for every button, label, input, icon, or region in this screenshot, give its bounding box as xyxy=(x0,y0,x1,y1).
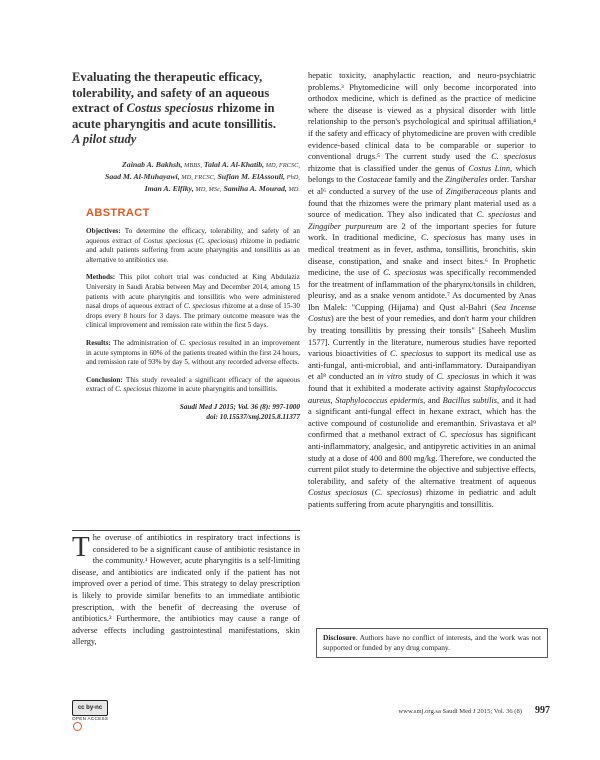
species-name: C. speciosus xyxy=(476,210,521,220)
citation-journal: Saudi Med J 2015; Vol. 36 (8): 997-1000 xyxy=(179,402,300,411)
section-divider xyxy=(72,530,300,531)
body-text: plants and found that the rhizomes were the primary plant material used as a source of medication. They also indicated that xyxy=(308,186,536,220)
body-text-right xyxy=(308,70,536,511)
page-number: 997 xyxy=(535,705,550,716)
author-name: Iman A. Elfiky, xyxy=(144,184,194,193)
title-line: Evaluating the therapeutic efficacy, xyxy=(72,70,263,84)
body-text: ) are the best of your remedies, and don't harm your children by treating tonsillitis by pressing their tonsils" [Saheeh Muslim 1577]. Currently in the literature, numerous studies have reported various bioactivities of xyxy=(308,314,536,359)
body-text: rhizome that is classified under the genus of xyxy=(308,163,469,173)
abstract-methods xyxy=(86,273,300,331)
body-text: ( xyxy=(367,488,375,498)
body-text: family and the xyxy=(392,175,446,185)
abstract-conclusion xyxy=(86,376,300,395)
author-credentials: MD, FRCSC, xyxy=(264,162,300,169)
section-label: Methods: xyxy=(86,273,116,282)
body-text: to support its medical use as anti-fungal, anti-microbial, and anti-inflammatory. Duraipandiyan et al⁸ conducted an xyxy=(308,349,536,382)
cc-license-badge[interactable]: cc by-nc xyxy=(72,700,108,716)
article-subtitle: A pilot study xyxy=(72,132,137,146)
species-name: Costaceae xyxy=(357,175,393,185)
author-credentials: MD, FRCSC, xyxy=(179,174,216,181)
author-credentials: MBBS, xyxy=(182,162,202,169)
author-name: Zainab A. Bakhsh, xyxy=(122,160,183,169)
body-text: and xyxy=(520,210,537,220)
species-name: C. speciosus xyxy=(374,488,419,498)
title-species: Costus speciosus xyxy=(126,101,214,115)
drop-cap: T xyxy=(72,531,90,563)
abstract-text: To determine the efficacy, tolerability, and safety of an aqueous extract of xyxy=(86,227,300,245)
right-column xyxy=(308,70,536,511)
body-text: are 2 of the important species for future work. In traditional medicine, xyxy=(308,221,536,243)
section-label: Results: xyxy=(86,338,111,347)
body-text: has many uses in medical treatment as in fever, asthma, tonsillitis, bronchitis, skin disease, constipation, and snake and insect bites.⁶ In Prophetic medicine, the use of xyxy=(308,233,536,278)
abstract-text: resulted in an improvement in acute symptoms in 60% of the patients treated within the first 24 hours, and remission rate of 93% by day 5, without any recorded adverse effects. xyxy=(86,338,301,367)
species-name: C. speciosus xyxy=(436,372,480,382)
abstract-text: The administration of xyxy=(110,338,180,347)
species-name: Staphylococcus aureus, Staphylococcus epidermis xyxy=(308,384,536,405)
abstract-text: This pilot cohort trial was conducted at King Abdulaziz University in Saudi Arabia between May and December 2014, among 15 patients with acute pharyngitis and tonsillitis who were administered nasal drops of aqueous extract of xyxy=(86,273,300,311)
body-paragraph: he overuse of antibiotics in respiratory tract infections is considered to be a significant cause of antibiotic resistance in the community.¹ However, acute pharyngitis is a self-limiting disease, and antibiotics are indicated only if the patient has not improved over a period of time. This strategy to delay prescription is likely to provide similar benefits to an immediate antibiotic prescription, with the benefit of decreasing the overuse of antibiotics.² Furthermore, the antibiotics may cause a range of adverse effects including gastrointestinal manifestations, skin allergy, xyxy=(72,533,300,647)
abstract-results xyxy=(86,339,300,368)
species-name: C. speciosus xyxy=(179,338,217,347)
species-name: C. speciosus xyxy=(390,349,433,359)
abstract-text: This study revealed a significant efficacy of the aqueous extract of xyxy=(86,375,300,394)
author-credentials: PhD, xyxy=(285,174,300,181)
species-name: Zingiberaceous xyxy=(445,186,498,196)
body-text: hepatic toxicity, anaphylactic reaction, and neuro-psychiatric problems.³ Phytomedicine will only become incorporated into orthodox medicine, which is defined as the practice of medicine where the disease is viewed as a physical disorder with little relationship to the person's psychological and spiritual affiliation,⁴ if the safety and efficacy of phytomedicine are proven with credible evidence-based clinical data to be comparable or superior to conventional drugs.⁵ The current study used the xyxy=(308,71,536,162)
section-label: Conclusion: xyxy=(86,375,123,384)
left-column xyxy=(72,70,300,430)
author-credentials: MD. xyxy=(286,186,300,193)
body-text: has significant anti-inflammatory, analgesic, and antipyretic activities in an animal study at a dose of 400 and 800 mg/kg. Therefore, we conducted the current pilot study to determine the objective and subjective effects, tolerability, and safety of the alternative treatment of aqueous xyxy=(308,430,536,486)
doi-link[interactable]: doi: 10.15537/smj.2015.8.11377 xyxy=(206,412,300,421)
title-line: extract of xyxy=(72,101,127,115)
title-line: rhizome in xyxy=(213,101,275,115)
species-name: Sea Incense Costus xyxy=(308,302,537,324)
abstract-text: ) rhizome in pediatric and adult patients suffering from acute pharyngitis and tonsillitis as an alternative to antibiotics use. xyxy=(86,236,300,264)
article-title xyxy=(72,70,300,132)
author-name: Sufian M. ElAssouli, xyxy=(215,172,286,181)
body-text: study of xyxy=(402,372,437,382)
abstract-body xyxy=(86,227,300,422)
journal-footer-info: www.smj.org.sa Saudi Med J 2015; Vol. 36 (8) xyxy=(398,708,522,715)
disclosure-text: . Authors have no conflict of interests, and the work was not supported or funded by any drug company. xyxy=(323,633,541,652)
abstract-text: rhizome at a dose of 15-30 drops every 8 hours for 3 days. The primary outcome measure was the clinical improvement and remission rate within the first 5 days. xyxy=(86,302,300,330)
author-name: Samiha A. Mourad, xyxy=(221,184,287,193)
body-text: was specifically recommended for the treatment of inflammation of the pharynx/tonsils in children, pleurisy, and as a snake venom antidote.⁷ As documented by Anas Ibn Malek: "Cupping (Hijama) and Qust al-Bahri ( xyxy=(308,268,536,312)
disclosure-box xyxy=(316,628,548,658)
citation xyxy=(86,403,300,422)
abstract-text: rhizome in acute pharyngitis and tonsillitis. xyxy=(151,385,278,394)
author-name: Saad M. Al-Muhayawi, xyxy=(104,172,180,181)
body-text: in which it was found that it exhibited a moderate activity against xyxy=(308,372,536,394)
species-name: Bacillus subtilis xyxy=(442,395,497,405)
open-access-label: OPEN ACCESS xyxy=(72,716,109,721)
body-text: , and it had a significant anti-fungal effect in hexane extract, which has the active compound of costunolide and eremanthin. Srivastava et al⁹ confirmed that a methanol extract of xyxy=(308,395,536,440)
open-access-lock-icon xyxy=(73,722,82,731)
disclosure-label: Disclosure xyxy=(323,633,356,642)
author-credentials: MD, MSc, xyxy=(193,186,222,193)
title-line: tolerability, and safety of an aqueous xyxy=(72,85,270,100)
species-name: C. speciosus xyxy=(198,236,236,245)
species-name: Zingiberales xyxy=(445,175,488,185)
species-name: Costus speciosus xyxy=(143,236,194,245)
abstract-heading: ABSTRACT xyxy=(86,207,150,219)
species-name: C. speciosus xyxy=(383,268,427,278)
species-name: Costus speciosus xyxy=(308,488,368,498)
species-name: Zinggiber purpureum xyxy=(308,221,383,231)
species-name: in vitro xyxy=(377,372,403,382)
author-name: Talal A. Al-Khatib, xyxy=(201,160,265,169)
author-list xyxy=(72,159,300,195)
species-name: C. speciosus xyxy=(439,430,483,440)
body-text: ) rhizome in pediatric and adult patients suffering from acute pharyngitis and tonsillitis. xyxy=(308,488,536,509)
body-text: order. Tarshar et al⁶ conducted a survey of the use of xyxy=(308,175,536,196)
species-name: C. speciosus xyxy=(183,302,221,311)
species-name: Costus Linn xyxy=(468,163,511,173)
body-text: , and xyxy=(423,395,443,405)
page-footer xyxy=(72,700,550,730)
abstract-text: ( xyxy=(193,236,199,245)
title-line: acute pharyngitis and acute tonsillitis. xyxy=(72,116,276,131)
species-name: C. speciosus xyxy=(421,233,466,243)
abstract-objectives xyxy=(86,227,300,265)
species-name: C. speciosus xyxy=(115,385,152,394)
section-label: Objectives: xyxy=(86,227,121,235)
species-name: C. speciosus xyxy=(491,152,537,162)
body-text: , which belongs to the xyxy=(308,163,537,185)
body-text-left xyxy=(72,532,300,648)
